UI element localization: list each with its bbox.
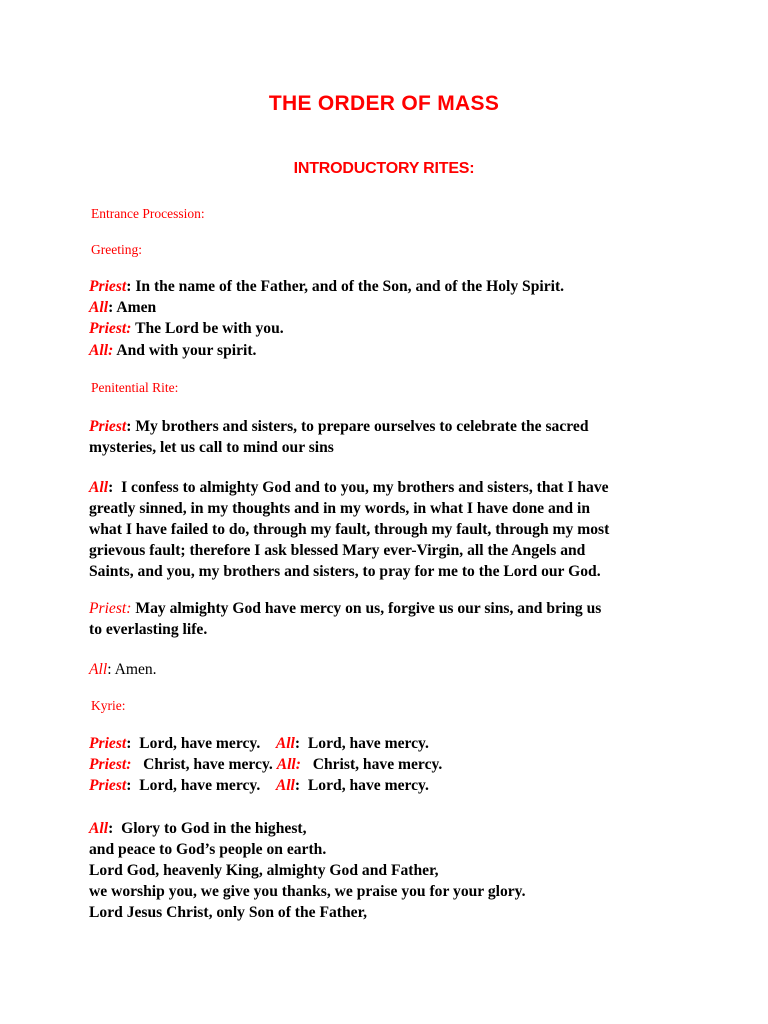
confiteor-line-5: Saints, and you, my brothers and sisters, to pray for me to the Lord our God. xyxy=(89,563,601,580)
all-role: All xyxy=(275,777,295,794)
priest-role: Priest xyxy=(89,777,127,794)
greeting-label: Greeting: xyxy=(91,242,142,257)
greeting-text-2: Amen xyxy=(116,299,157,316)
priest-role: Priest xyxy=(89,278,127,295)
kyrie-text: Christ, have mercy. xyxy=(143,756,273,773)
entrance-label: Entrance Procession: xyxy=(91,206,205,221)
penitential-priest-2: mysteries, let us call to mind our sins xyxy=(89,439,334,456)
kyrie-text: Lord, have mercy. xyxy=(139,735,261,752)
greeting-text-3: The Lord be with you. xyxy=(135,320,284,337)
gloria-text: Glory to God in the highest, xyxy=(121,820,307,837)
gloria-line-5: Lord Jesus Christ, only Son of the Father, xyxy=(89,904,367,921)
gloria-line-4: we worship you, we give you thanks, we praise you for your glory. xyxy=(89,883,526,900)
absolution-line-2: to everlasting life. xyxy=(89,621,208,638)
all-role: All xyxy=(276,756,296,773)
greeting-text-4: And with your spirit. xyxy=(116,342,257,359)
absolution-line-1: Priest: May almighty God have mercy on us, forgive us our sins, and bring us xyxy=(89,600,602,617)
priest-role: Priest xyxy=(89,756,127,773)
amen-line: All: Amen. xyxy=(89,661,157,678)
priest-role: Priest xyxy=(89,735,127,752)
penitential-priest-1: Priest: My brothers and sisters, to prepare ourselves to celebrate the sacred xyxy=(89,418,589,435)
all-role: All xyxy=(89,820,109,837)
confiteor-line-4: grievous fault; therefore I ask blessed Mary ever-Virgin, all the Angels and xyxy=(89,542,586,559)
gloria-line-3: Lord God, heavenly King, almighty God and Father, xyxy=(89,862,439,879)
gloria-line-1: All: Glory to God in the highest, xyxy=(89,820,307,837)
kyrie-response: Lord, have mercy. xyxy=(307,735,429,752)
priest-role: Priest xyxy=(89,418,127,435)
confiteor-line-1: All: I confess to almighty God and to you, my brothers and sisters, that I have xyxy=(89,479,609,496)
confiteor-line-2: greatly sinned, in my thoughts and in my words, in what I have done and in xyxy=(89,500,590,517)
absolution-text: May almighty God have mercy on us, forgive us our sins, and bring us xyxy=(135,600,602,617)
priest-role: Priest xyxy=(89,320,127,337)
greeting-line-4: All: And with your spirit. xyxy=(89,342,257,359)
kyrie-response: Christ, have mercy. xyxy=(312,756,443,773)
greeting-text-1: In the name of the Father, and of the Son, and of the Holy Spirit. xyxy=(135,278,565,295)
kyrie-line-2: Priest: Christ, have mercy. All: Christ, have mercy. xyxy=(89,756,443,773)
penitential-label: Penitential Rite: xyxy=(91,380,179,395)
priest-role: Priest xyxy=(89,600,127,617)
all-role: All xyxy=(89,661,108,678)
kyrie-response: Lord, have mercy. xyxy=(307,777,429,794)
kyrie-line-1: Priest: Lord, have mercy. All: Lord, have mercy. xyxy=(89,735,429,752)
kyrie-label: Kyrie: xyxy=(91,698,126,713)
amen-text: Amen. xyxy=(114,661,157,678)
all-role: All xyxy=(89,299,109,316)
section-heading: INTRODUCTORY RITES: xyxy=(293,160,475,177)
greeting-line-3: Priest: The Lord be with you. xyxy=(89,320,284,337)
greeting-line-2: All: Amen xyxy=(89,299,157,316)
confiteor-line-3: what I have failed to do, through my fault, through my fault, through my most xyxy=(89,521,610,538)
penitential-text: My brothers and sisters, to prepare ourselves to celebrate the sacred xyxy=(135,418,589,435)
kyrie-line-3: Priest: Lord, have mercy. All: Lord, have mercy. xyxy=(89,777,429,794)
page-title: THE ORDER OF MASS xyxy=(268,92,500,115)
confiteor-text: I confess to almighty God and to you, my brothers and sisters, that I have xyxy=(121,479,609,496)
greeting-line-1: Priest: In the name of the Father, and of the Son, and of the Holy Spirit. xyxy=(89,278,565,295)
gloria-line-2: and peace to God’s people on earth. xyxy=(89,841,327,858)
all-role: All xyxy=(275,735,295,752)
all-role: All xyxy=(89,342,109,359)
kyrie-text: Lord, have mercy. xyxy=(139,777,261,794)
all-role: All xyxy=(89,479,109,496)
